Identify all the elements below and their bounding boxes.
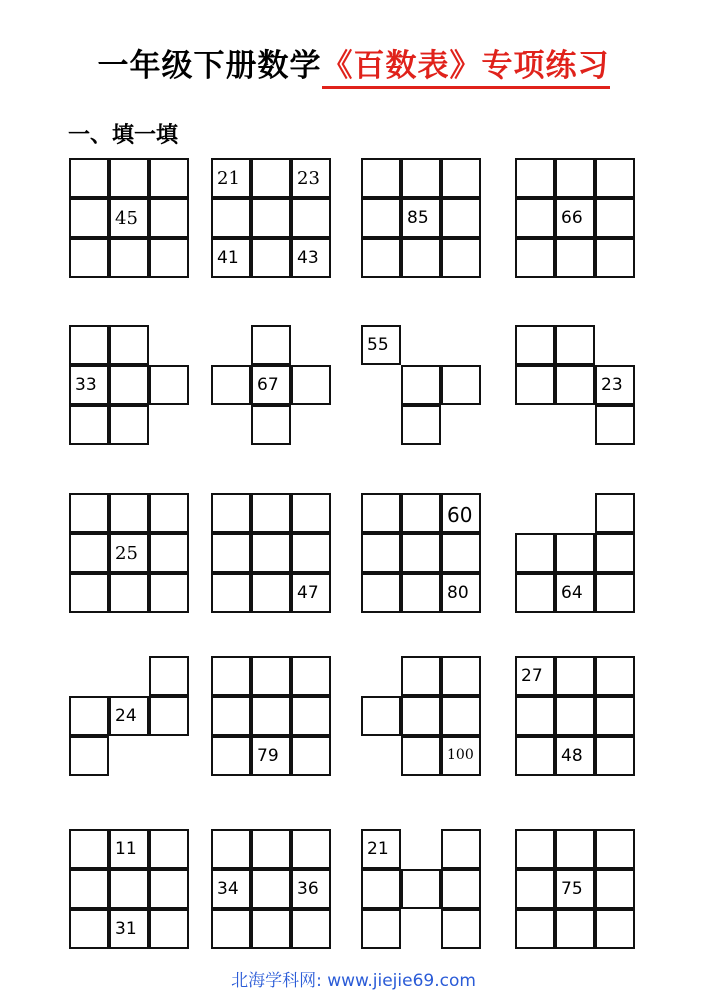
grid-cell (595, 238, 635, 278)
grid-cell (515, 533, 555, 573)
grid-cell (291, 696, 331, 736)
grid-cell (441, 365, 481, 405)
grid-cell (555, 158, 595, 198)
grid-cell (251, 533, 291, 573)
page-title (98, 40, 610, 85)
grid-cell (595, 405, 635, 445)
footer-watermark: 北海学科网: www.jiejie69.com (231, 971, 476, 991)
grid-cell (441, 656, 481, 696)
grid-cell (211, 573, 251, 613)
cell-number: 34 (217, 879, 239, 899)
grid-cell (69, 736, 109, 776)
grid-cell (251, 696, 291, 736)
grid-cell (361, 869, 401, 909)
cell-number: 55 (367, 335, 389, 355)
grid-cell (515, 869, 555, 909)
grid-cell (149, 573, 189, 613)
grid-cell (291, 493, 331, 533)
grid-cell (69, 493, 109, 533)
grid-cell (291, 533, 331, 573)
grid-cell (149, 869, 189, 909)
grid-cell (251, 869, 291, 909)
grid-cell (211, 909, 251, 949)
grid-cell (401, 158, 441, 198)
cell-number: 85 (407, 208, 429, 228)
cell-number: 48 (561, 746, 583, 766)
grid-cell (595, 909, 635, 949)
cell-number: 47 (297, 583, 319, 603)
grid-cell (109, 573, 149, 613)
grid-cell (401, 238, 441, 278)
grid-cell (595, 533, 635, 573)
grid-cell (211, 493, 251, 533)
cell-number: 45 (115, 208, 138, 229)
cell-number: 33 (75, 375, 97, 395)
cell-number: 21 (367, 839, 389, 859)
grid-cell (149, 696, 189, 736)
grid-cell (291, 736, 331, 776)
grid-cell (595, 493, 635, 533)
grid-cell (595, 696, 635, 736)
grid-cell (251, 405, 291, 445)
grid-cell (515, 238, 555, 278)
grid-cell (515, 736, 555, 776)
grid-cell (441, 533, 481, 573)
grid-cell (69, 829, 109, 869)
grid-cell (401, 656, 441, 696)
grid-cell (211, 829, 251, 869)
cell-number: 43 (297, 248, 319, 268)
grid-cell (211, 656, 251, 696)
grid-cell (109, 238, 149, 278)
cell-number: 80 (447, 583, 469, 603)
grid-cell (109, 158, 149, 198)
grid-cell (555, 656, 595, 696)
cell-number: 23 (297, 168, 320, 189)
cell-number: 60 (447, 503, 473, 527)
grid-cell (211, 365, 251, 405)
title-wrap (0, 40, 707, 85)
grid-cell (441, 198, 481, 238)
grid-cell (361, 573, 401, 613)
grid-cell (251, 493, 291, 533)
grid-cell (109, 325, 149, 365)
grid-cell (251, 198, 291, 238)
grid-cell (69, 158, 109, 198)
grid-cell (595, 198, 635, 238)
grid-cell (211, 533, 251, 573)
grid-cell (595, 573, 635, 613)
grid-cell (69, 405, 109, 445)
cell-number: 66 (561, 208, 583, 228)
grid-cell (515, 909, 555, 949)
grid-cell (515, 198, 555, 238)
cell-number: 23 (601, 375, 623, 395)
cell-number: 64 (561, 583, 583, 603)
grid-cell (69, 238, 109, 278)
grid-cell (441, 158, 481, 198)
grid-cell (109, 493, 149, 533)
grid-cell (401, 365, 441, 405)
grid-cell (109, 405, 149, 445)
cell-number: 79 (257, 746, 279, 766)
grid-cell (149, 238, 189, 278)
grid-cell (401, 869, 441, 909)
grid-cell (555, 829, 595, 869)
grid-cell (515, 573, 555, 613)
grid-cell (149, 533, 189, 573)
grid-cell (69, 325, 109, 365)
cell-number: 11 (115, 839, 137, 859)
grid-cell (595, 869, 635, 909)
grid-cell (291, 829, 331, 869)
grid-cell (555, 909, 595, 949)
grid-cell (149, 909, 189, 949)
cell-number: 31 (115, 919, 137, 939)
grid-cell (595, 829, 635, 869)
section-title: 一、填一填 (68, 123, 179, 148)
grid-cell (441, 829, 481, 869)
grid-cell (441, 869, 481, 909)
grid-cell (109, 869, 149, 909)
cell-number: 36 (297, 879, 319, 899)
grid-cell (149, 656, 189, 696)
grid-cell (401, 493, 441, 533)
grid-cell (251, 909, 291, 949)
grid-cell (555, 533, 595, 573)
grid-cell (515, 365, 555, 405)
grid-cell (515, 158, 555, 198)
grid-cell (555, 365, 595, 405)
grid-cell (149, 158, 189, 198)
grid-cell (401, 405, 441, 445)
cell-number: 21 (217, 168, 240, 189)
grid-cell (361, 696, 401, 736)
grid-cell (251, 238, 291, 278)
grid-cell (555, 238, 595, 278)
grid-cell (251, 573, 291, 613)
cell-number: 100 (447, 747, 474, 763)
cell-number: 75 (561, 879, 583, 899)
grid-cell (69, 909, 109, 949)
grid-cell (361, 533, 401, 573)
grid-cell (361, 158, 401, 198)
grid-cell (401, 696, 441, 736)
grid-cell (251, 656, 291, 696)
grid-cell (515, 829, 555, 869)
grid-cell (555, 325, 595, 365)
grid-cell (251, 325, 291, 365)
grid-cell (441, 909, 481, 949)
grid-cell (515, 325, 555, 365)
grid-cell (401, 573, 441, 613)
grid-cell (361, 238, 401, 278)
grid-cell (149, 198, 189, 238)
grid-cell (291, 656, 331, 696)
grid-cell (251, 829, 291, 869)
grid-cell (401, 533, 441, 573)
grid-cell (291, 198, 331, 238)
grid-cell (211, 736, 251, 776)
grid-cell (595, 158, 635, 198)
grid-cell (595, 736, 635, 776)
grid-cell (291, 365, 331, 405)
grid-cell (291, 909, 331, 949)
title-main: 一年级下册数学 (97, 48, 322, 84)
grid-cell (515, 696, 555, 736)
grid-cell (401, 736, 441, 776)
grid-cell (69, 573, 109, 613)
grid-cell (69, 869, 109, 909)
cell-number: 67 (257, 375, 279, 395)
grid-cell (211, 696, 251, 736)
grid-cell (211, 198, 251, 238)
cell-number: 41 (217, 248, 239, 268)
grid-cell (441, 238, 481, 278)
cell-number: 27 (521, 666, 543, 686)
grid-cell (555, 696, 595, 736)
grid-cell (595, 656, 635, 696)
grid-cell (149, 493, 189, 533)
grid-cell (69, 696, 109, 736)
cell-number: 25 (115, 543, 138, 564)
grid-cell (441, 696, 481, 736)
grid-cell (361, 493, 401, 533)
grid-cell (149, 829, 189, 869)
grid-cell (361, 198, 401, 238)
grid-cell (69, 533, 109, 573)
cell-number: 24 (115, 706, 137, 726)
grid-cell (149, 365, 189, 405)
grid-cell (69, 198, 109, 238)
grid-cell (109, 365, 149, 405)
title-highlight: 《百数表》专项练习 (322, 48, 610, 89)
grid-cell (251, 158, 291, 198)
grid-cell (361, 909, 401, 949)
